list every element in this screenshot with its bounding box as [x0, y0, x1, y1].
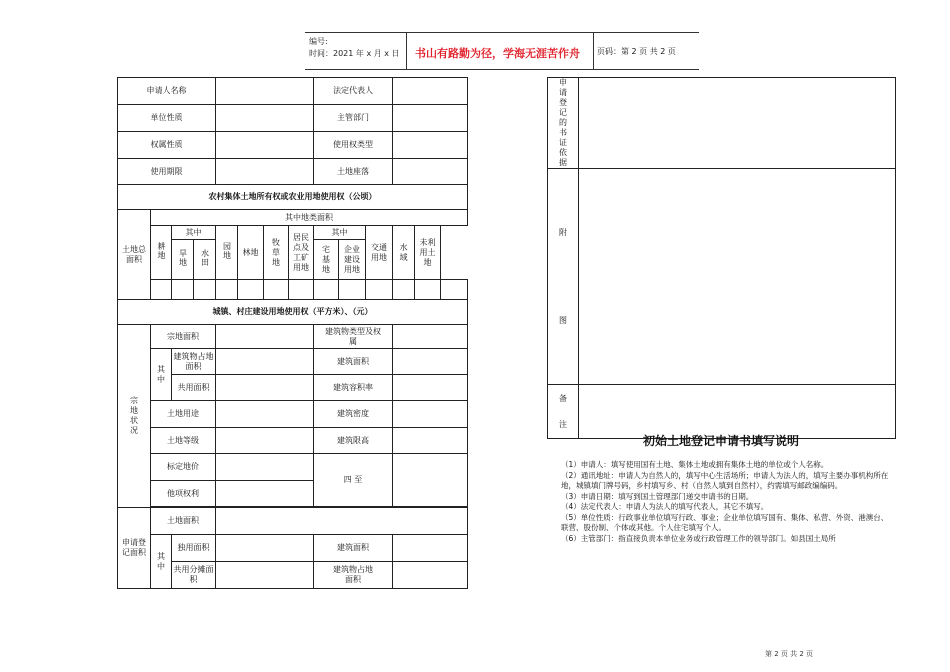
- parcel-area-label: 宗地面积: [151, 325, 216, 349]
- benchmark-price-value[interactable]: [216, 454, 314, 481]
- of-which-label: 其中: [172, 226, 216, 240]
- page-header: [305, 32, 699, 70]
- residential-mining-label: 居民点及工矿用地: [289, 226, 314, 280]
- enterprise-land-label: 企业建设用地: [339, 240, 366, 280]
- serial-label: 编号:: [309, 37, 328, 46]
- area-cell[interactable]: [289, 280, 314, 300]
- instruction-item: （6）主管部门：指直接负责本单位业务或行政管理工作的领导部门。如县国土局所: [561, 533, 836, 543]
- header-divider: [406, 33, 407, 69]
- category-area-label: 其中地类面积: [151, 210, 468, 226]
- boundaries-label: 四 至: [314, 454, 393, 507]
- attachments-table: [547, 77, 896, 439]
- arable-label: 耕地: [151, 226, 172, 280]
- land-grade-label: 土地等级: [151, 428, 216, 454]
- applicant-name-label: 申请人名称: [118, 78, 216, 105]
- ownership-nature-value[interactable]: [216, 132, 314, 159]
- of-which-label-4: 其中: [151, 535, 172, 589]
- header-divider: [593, 33, 594, 69]
- instruction-item: （3）申请日期：填写到国土管理部门递交申请书的日期。: [561, 491, 754, 501]
- building-density-label: 建筑密度: [314, 401, 393, 428]
- area-cell[interactable]: [216, 280, 238, 300]
- water-label: 水域: [393, 226, 415, 280]
- area-cell[interactable]: [339, 280, 366, 300]
- building-area-label: 建筑面积: [314, 349, 393, 375]
- exclusive-area-value[interactable]: [216, 535, 314, 562]
- forest-label: 林地: [238, 226, 264, 280]
- cert-basis-label: 申请登记的书证依据: [548, 78, 579, 169]
- legal-rep-label: 法定代表人: [314, 78, 393, 105]
- use-period-value[interactable]: [216, 159, 314, 185]
- building-area-value[interactable]: [393, 349, 468, 375]
- area-cell[interactable]: [314, 280, 339, 300]
- applicant-name-value[interactable]: [216, 78, 314, 105]
- building-footprint-value-2[interactable]: [393, 562, 468, 589]
- land-use-value[interactable]: [216, 401, 314, 428]
- attachment-label: 附 图: [548, 169, 579, 385]
- land-location-value[interactable]: [393, 159, 468, 185]
- land-area-value[interactable]: [216, 508, 468, 535]
- floor-area-ratio-value[interactable]: [393, 375, 468, 401]
- instruction-item: （4）法定代表人：申请人为法人的填写代表人，其它不填写。: [561, 502, 769, 511]
- use-right-type-label: 使用权类型: [314, 132, 393, 159]
- parcel-status-label: 宗地状况: [118, 325, 151, 508]
- homestead-label: 宅基地: [314, 240, 339, 280]
- use-period-label: 使用期限: [118, 159, 216, 185]
- rural-section-title: 农村集体土地所有权或农业用地使用权（公顷）: [118, 185, 468, 210]
- unit-nature-label: 单位性质: [118, 105, 216, 132]
- building-type-value[interactable]: [393, 325, 468, 349]
- shared-area-label: 共用面积: [172, 375, 216, 401]
- cert-basis-value[interactable]: [579, 78, 896, 169]
- building-height-limit-value[interactable]: [393, 428, 468, 454]
- dry-land-label: 旱地: [172, 240, 194, 280]
- building-density-value[interactable]: [393, 401, 468, 428]
- area-cell[interactable]: [238, 280, 264, 300]
- exclusive-area-label: 独用面积: [172, 535, 216, 562]
- area-cell[interactable]: [393, 280, 415, 300]
- area-cell[interactable]: [366, 280, 393, 300]
- of-which-label-2: 其中: [314, 226, 366, 240]
- other-rights-label: 他项权利: [151, 481, 216, 507]
- benchmark-price-label: 标定地价: [151, 454, 216, 481]
- building-area-label-2: 建筑面积: [314, 535, 393, 562]
- shared-alloc-area-value[interactable]: [216, 562, 314, 589]
- building-height-limit-label: 建筑限高: [314, 428, 393, 454]
- other-rights-value[interactable]: [216, 481, 314, 507]
- legal-rep-value[interactable]: [393, 78, 468, 105]
- area-cell[interactable]: [172, 280, 194, 300]
- remark-value[interactable]: [579, 385, 896, 439]
- building-footprint-label-2: 建筑物占地面积: [314, 562, 393, 589]
- building-area-value-2[interactable]: [393, 535, 468, 562]
- building-type-label: 建筑物类型及权属: [314, 325, 393, 349]
- land-use-label: 土地用途: [151, 401, 216, 428]
- building-footprint-value[interactable]: [216, 349, 314, 375]
- instructions-body: [561, 460, 895, 544]
- ownership-nature-label: 权属性质: [118, 132, 216, 159]
- area-cell[interactable]: [264, 280, 289, 300]
- instructions-title: 初始土地登记申请书填写说明: [642, 434, 799, 448]
- use-right-type-value[interactable]: [393, 132, 468, 159]
- shared-alloc-area-label: 共用分摊面积: [172, 562, 216, 589]
- urban-section-title: 城镇、村庄建设用地使用权（平方米）、（元）: [118, 300, 468, 325]
- time-label: 时间：2021 年 x 月 x 日: [309, 49, 400, 58]
- total-area-label: 土地总面积: [118, 210, 151, 300]
- building-footprint-label: 建筑物占地面积: [172, 349, 216, 375]
- instruction-item: （1）申请人：填写使用国有土地、集体土地或拥有集体土地的单位或个人名称。: [561, 460, 829, 469]
- land-location-label: 土地座落: [314, 159, 393, 185]
- of-which-label-3: 其中: [151, 349, 172, 401]
- area-cell[interactable]: [441, 280, 468, 300]
- authority-value[interactable]: [393, 105, 468, 132]
- motto: 书山有路勤为径，学海无涯苦作舟: [415, 47, 580, 60]
- pasture-label: 牧草地: [264, 226, 289, 280]
- instruction-item: （2）通讯地址：申请人为自然人的，填写中心生活场所；申请人为法人的，填写主要办事机构所在地，城镇填门牌号码，乡村填写乡、村（自然人填到自然村），约需填写邮政编编码。: [561, 470, 889, 490]
- application-form-table: [117, 77, 468, 589]
- page-info: 页码：第 2 页 共 2 页: [597, 47, 676, 56]
- authority-label: 主管部门: [314, 105, 393, 132]
- parcel-area-value[interactable]: [216, 325, 314, 349]
- land-area-label: 土地面积: [151, 508, 216, 535]
- shared-area-value[interactable]: [216, 375, 314, 401]
- area-cell[interactable]: [151, 280, 172, 300]
- footer-page: 第 2 页 共 2 页: [765, 650, 814, 658]
- attachment-area[interactable]: [579, 169, 896, 385]
- instruction-item: （5）单位性质：行政事业单位填写行政、事业；企业单位填写国有、集体、私营、外资、港澳台、联营、股份制、个体或其他。个人住宅填写个人。: [561, 512, 889, 532]
- area-cell[interactable]: [194, 280, 216, 300]
- transport-label: 交通用地: [366, 226, 393, 280]
- unit-nature-value[interactable]: [216, 105, 314, 132]
- floor-area-ratio-label: 建筑容积率: [314, 375, 393, 401]
- land-grade-value[interactable]: [216, 428, 314, 454]
- boundaries-value[interactable]: [393, 454, 468, 507]
- paddy-label: 水田: [194, 240, 216, 280]
- unused-label: 未利用土地: [415, 226, 441, 280]
- area-cell[interactable]: [415, 280, 441, 300]
- remark-label: 备 注: [548, 385, 579, 439]
- apply-area-label: 申请登记面积: [118, 508, 151, 589]
- garden-label: 园地: [216, 226, 238, 280]
